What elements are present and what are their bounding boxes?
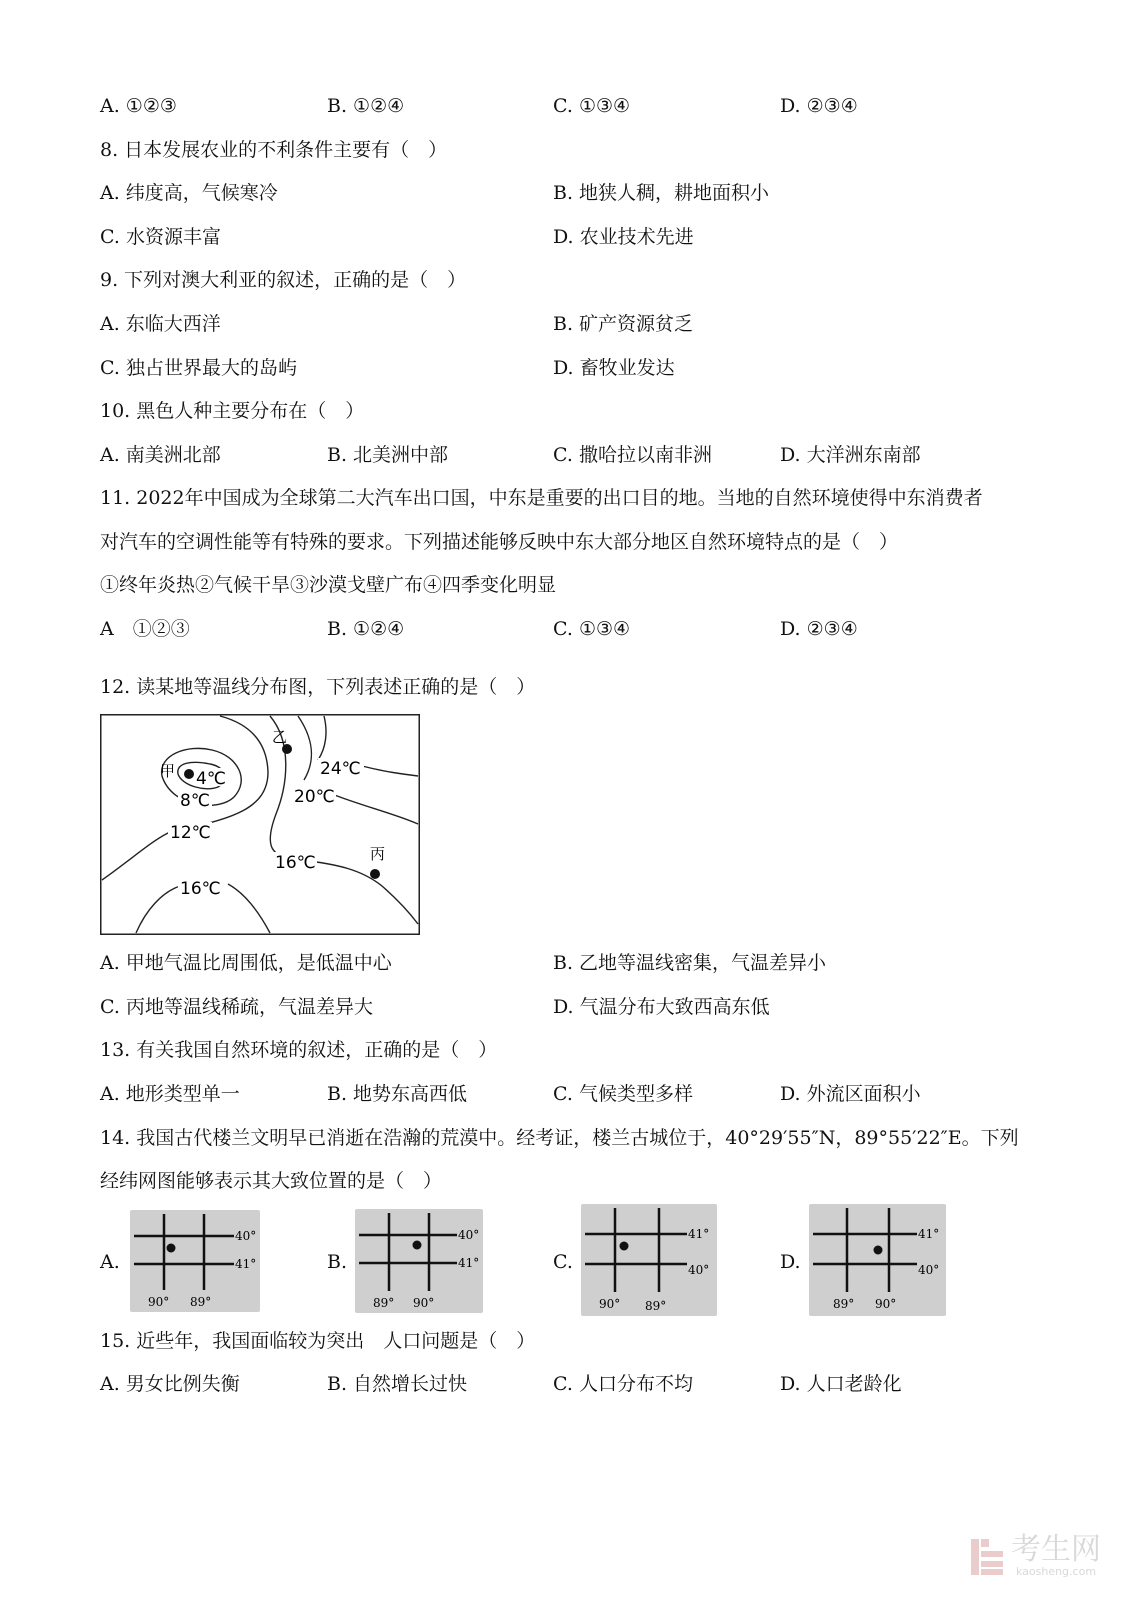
q10-option-d: D. 大洋洲东南部 bbox=[780, 444, 921, 466]
q14-c-point bbox=[620, 1242, 629, 1251]
map-frame bbox=[101, 715, 420, 935]
q13-option-a: A. 地形类型单一 bbox=[100, 1083, 240, 1105]
isotherm-label-24: 24℃ bbox=[320, 759, 361, 779]
label-yi: 乙 bbox=[272, 728, 288, 746]
q12-stem: 12. 读某地等温线分布图，下列表述正确的是（ ） bbox=[100, 676, 536, 698]
isotherm-label-4: 4℃ bbox=[196, 769, 226, 789]
isotherm-label-20: 20℃ bbox=[294, 787, 335, 807]
svg-text:40°: 40° bbox=[458, 1228, 480, 1242]
svg-text:41°: 41° bbox=[458, 1256, 480, 1270]
q9-option-c: C. 独占世界最大的岛屿 bbox=[100, 357, 297, 379]
point-bing bbox=[370, 869, 380, 879]
q15-option-d: D. 人口老龄化 bbox=[780, 1373, 902, 1395]
q12-option-b: B. 乙地等温线密集，气温差异小 bbox=[553, 952, 827, 974]
svg-text:41°: 41° bbox=[918, 1227, 940, 1241]
svg-text:89°: 89° bbox=[373, 1296, 395, 1310]
q11-option-a: A ①②③ bbox=[100, 618, 190, 640]
q14-grid-b bbox=[355, 1209, 483, 1313]
q14-grid-a bbox=[130, 1210, 260, 1312]
svg-text:89°: 89° bbox=[645, 1299, 667, 1313]
q10-option-a: A. 南美洲北部 bbox=[100, 444, 221, 466]
q8-option-d: D. 农业技术先进 bbox=[553, 226, 694, 248]
q13-option-b: B. 地势东高西低 bbox=[327, 1083, 468, 1105]
isotherm-label-16b: 16℃ bbox=[180, 879, 221, 899]
watermark-logo-icon bbox=[969, 1537, 1005, 1577]
q15-stem: 15. 近些年，我国面临较为突出 人口问题是（ ） bbox=[100, 1330, 536, 1352]
q7-option-b: B. ①②④ bbox=[327, 95, 405, 117]
isotherm-label-16a: 16℃ bbox=[275, 853, 316, 873]
svg-text:90°: 90° bbox=[875, 1297, 897, 1311]
label-jia: 甲 bbox=[160, 762, 176, 780]
q11-stem-line2: 对汽车的空调性能等有特殊的要求。下列描述能够反映中东大部分地区自然环境特点的是（ ） bbox=[100, 531, 899, 553]
q12-option-d: D. 气温分布大致西高东低 bbox=[553, 996, 770, 1018]
q13-stem: 13. 有关我国自然环境的叙述，正确的是（ ） bbox=[100, 1039, 498, 1061]
q10-option-c: C. 撒哈拉以南非洲 bbox=[553, 444, 712, 466]
q11-option-b: B. ①②④ bbox=[327, 618, 405, 640]
q9-option-a: A. 东临大西洋 bbox=[100, 313, 221, 335]
q15-option-c: C. 人口分布不均 bbox=[553, 1373, 693, 1395]
q12-option-a: A. 甲地气温比周围低，是低温中心 bbox=[100, 952, 392, 974]
svg-text:90°: 90° bbox=[148, 1295, 170, 1309]
q14-choice-c-letter: C. bbox=[553, 1251, 573, 1273]
q7-option-c: C. ①③④ bbox=[553, 95, 631, 117]
q10-stem: 10. 黑色人种主要分布在（ ） bbox=[100, 400, 365, 422]
q8-option-c: C. 水资源丰富 bbox=[100, 226, 221, 248]
watermark bbox=[969, 1532, 1101, 1578]
watermark-text: 考生网 bbox=[1011, 1532, 1101, 1567]
svg-text:40°: 40° bbox=[235, 1229, 257, 1243]
svg-text:41°: 41° bbox=[688, 1227, 710, 1241]
svg-text:40°: 40° bbox=[918, 1263, 940, 1277]
q8-option-b: B. 地狭人稠，耕地面积小 bbox=[553, 182, 770, 204]
svg-text:89°: 89° bbox=[190, 1295, 212, 1309]
q15-option-a: A. 男女比例失衡 bbox=[100, 1373, 240, 1395]
svg-text:40°: 40° bbox=[688, 1263, 710, 1277]
q13-option-d: D. 外流区面积小 bbox=[780, 1083, 921, 1105]
isotherm-label-8: 8℃ bbox=[180, 791, 210, 811]
label-bing: 丙 bbox=[370, 845, 386, 863]
q14-choice-b-letter: B. bbox=[327, 1251, 348, 1273]
q14-stem-line2: 经纬网图能够表示其大致位置的是（ ） bbox=[100, 1170, 443, 1192]
svg-text:41°: 41° bbox=[235, 1257, 257, 1271]
q11-stem-line1: 11. 2022年中国成为全球第二大汽车出口国，中东是重要的出口目的地。当地的自然环境使得中东消费者 bbox=[100, 487, 983, 509]
q14-b-point bbox=[413, 1241, 422, 1250]
q11-option-c: C. ①③④ bbox=[553, 618, 631, 640]
isotherm-map bbox=[100, 714, 420, 935]
q12-option-c: C. 丙地等温线稀疏，气温差异大 bbox=[100, 996, 373, 1018]
svg-text:90°: 90° bbox=[599, 1297, 621, 1311]
q11-option-d: D. ②③④ bbox=[780, 618, 858, 640]
watermark-sub: kaosheng.com bbox=[1015, 1565, 1097, 1578]
q9-option-d: D. 畜牧业发达 bbox=[553, 357, 675, 379]
svg-text:90°: 90° bbox=[413, 1296, 435, 1310]
q13-option-c: C. 气候类型多样 bbox=[553, 1083, 693, 1105]
q14-d-point bbox=[874, 1246, 883, 1255]
q8-option-a: A. 纬度高，气候寒冷 bbox=[100, 182, 278, 204]
point-jia bbox=[184, 769, 194, 779]
q14-choice-d-letter: D. bbox=[780, 1251, 801, 1273]
q15-option-b: B. 自然增长过快 bbox=[327, 1373, 468, 1395]
q11-items: ①终年炎热②气候干旱③沙漠戈壁广布④四季变化明显 bbox=[100, 574, 557, 596]
q9-option-b: B. 矿产资源贫乏 bbox=[553, 313, 694, 335]
q14-grid-c bbox=[581, 1204, 717, 1316]
isotherm-label-12: 12℃ bbox=[170, 823, 211, 843]
q8-stem: 8. 日本发展农业的不利条件主要有（ ） bbox=[100, 139, 448, 161]
q10-option-b: B. 北美洲中部 bbox=[327, 444, 449, 466]
svg-text:89°: 89° bbox=[833, 1297, 855, 1311]
q14-choice-a-letter: A. bbox=[100, 1251, 120, 1273]
q14-a-point bbox=[167, 1244, 176, 1253]
q14-stem-line1: 14. 我国古代楼兰文明早已消逝在浩瀚的荒漠中。经考证，楼兰古城位于，40°29′55″N，89°55′22″E。下列 bbox=[100, 1127, 1019, 1149]
q14-grid-d bbox=[809, 1204, 946, 1316]
q7-option-d: D. ②③④ bbox=[780, 95, 858, 117]
q7-option-a: A. ①②③ bbox=[100, 95, 177, 117]
q9-stem: 9. 下列对澳大利亚的叙述，正确的是（ ） bbox=[100, 269, 467, 291]
